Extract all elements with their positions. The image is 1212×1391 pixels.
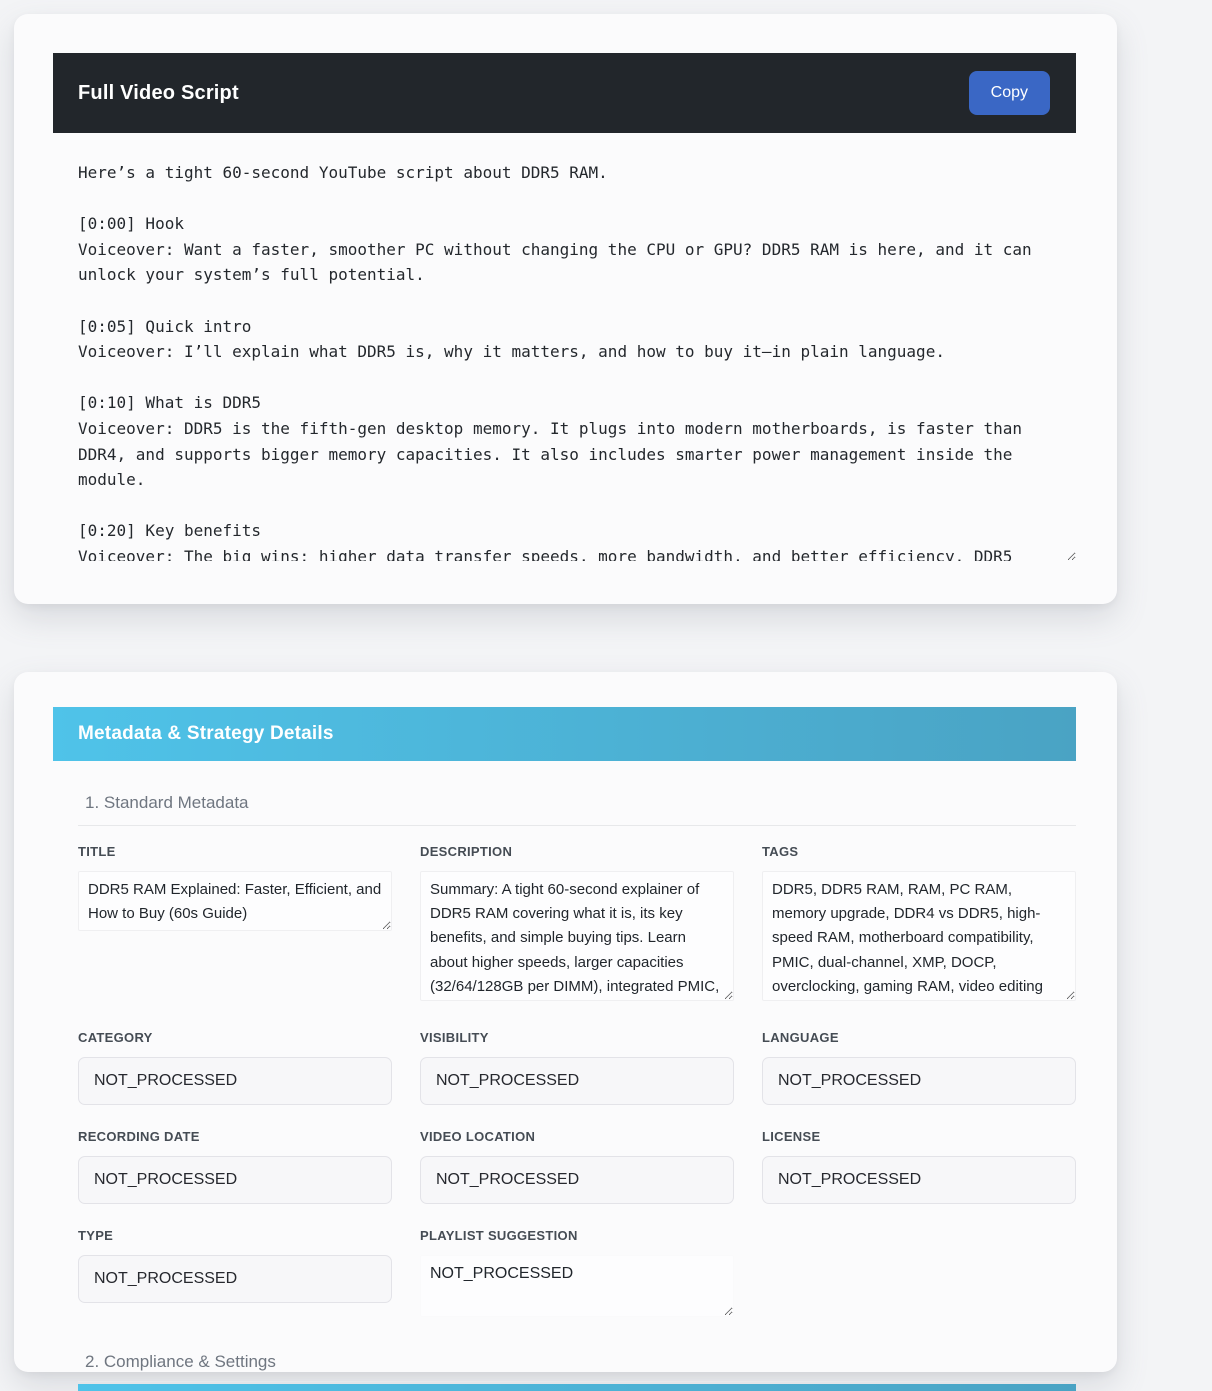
playlist-suggestion-label: PLAYLIST SUGGESTION bbox=[420, 1228, 578, 1243]
language-input[interactable] bbox=[762, 1057, 1076, 1105]
license-input[interactable] bbox=[762, 1156, 1076, 1204]
category-input[interactable] bbox=[78, 1057, 392, 1105]
recording-date-label: RECORDING DATE bbox=[78, 1129, 200, 1144]
visibility-label: VISIBILITY bbox=[420, 1030, 489, 1045]
field-tags bbox=[762, 844, 1076, 1006]
field-description bbox=[420, 844, 734, 1006]
field-playlist-suggestion bbox=[420, 1228, 734, 1322]
metadata-strategy-card bbox=[14, 672, 1117, 1372]
next-section-header-partial bbox=[78, 1384, 1076, 1391]
field-license bbox=[762, 1129, 1076, 1204]
description-label: DESCRIPTION bbox=[420, 844, 513, 859]
field-category bbox=[78, 1030, 392, 1105]
title-textarea[interactable] bbox=[78, 871, 392, 931]
section-title-compliance-settings: 2. Compliance & Settings bbox=[78, 1352, 1076, 1382]
field-recording-date bbox=[78, 1129, 392, 1204]
empty-grid-cell bbox=[762, 1228, 1076, 1322]
section-title-standard-metadata: 1. Standard Metadata bbox=[78, 793, 1076, 826]
script-card-title: Full Video Script bbox=[78, 81, 239, 104]
recording-date-input[interactable] bbox=[78, 1156, 392, 1204]
type-label: TYPE bbox=[78, 1228, 114, 1243]
metadata-card-header bbox=[53, 707, 1076, 761]
video-location-input[interactable] bbox=[420, 1156, 734, 1204]
metadata-card-title: Metadata & Strategy Details bbox=[78, 723, 334, 744]
category-label: CATEGORY bbox=[78, 1030, 153, 1045]
copy-button[interactable]: Copy bbox=[969, 71, 1050, 115]
video-location-label: VIDEO LOCATION bbox=[420, 1129, 536, 1144]
playlist-suggestion-textarea[interactable] bbox=[420, 1255, 734, 1317]
tags-label: TAGS bbox=[762, 844, 799, 859]
field-title bbox=[78, 844, 392, 1006]
full-video-script-card bbox=[14, 14, 1117, 604]
standard-metadata-grid bbox=[78, 844, 1076, 1322]
field-type bbox=[78, 1228, 392, 1322]
visibility-input[interactable] bbox=[420, 1057, 734, 1105]
field-visibility bbox=[420, 1030, 734, 1105]
license-label: LICENSE bbox=[762, 1129, 821, 1144]
tags-textarea[interactable] bbox=[762, 871, 1076, 1001]
language-label: LANGUAGE bbox=[762, 1030, 839, 1045]
field-language bbox=[762, 1030, 1076, 1105]
script-textarea[interactable] bbox=[78, 153, 1076, 561]
type-input[interactable] bbox=[78, 1255, 392, 1303]
script-card-header bbox=[53, 53, 1076, 133]
field-video-location bbox=[420, 1129, 734, 1204]
title-label: TITLE bbox=[78, 844, 116, 859]
description-textarea[interactable] bbox=[420, 871, 734, 1001]
